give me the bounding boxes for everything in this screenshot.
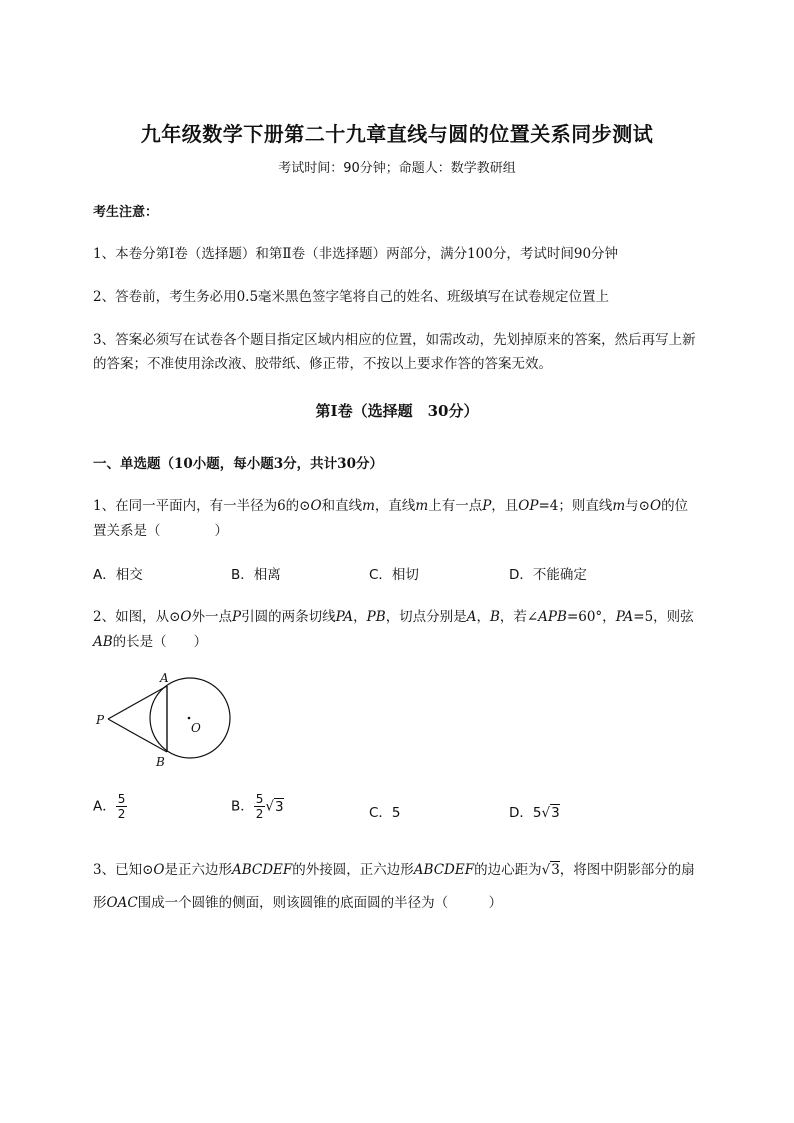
- question-1-line-2: 置关系是（ ）: [93, 523, 228, 539]
- label-b: B: [156, 755, 165, 769]
- question-1-line-1: 1、在同一平面内，有一半径为6的⊙O和直线m，直线m上有一点P，且OP=4；则直线m与⊙O的位: [93, 498, 689, 514]
- fraction: $\frac{5}{2}$: [255, 792, 264, 821]
- notice-item-3-line-2: 的答案；不准使用涂改液、胶带纸、修正带，不按以上要求作答的答案无效。: [93, 356, 552, 372]
- section-title: 第Ⅰ卷（选择题 30分）: [315, 402, 479, 420]
- question-2-option-b: B． $\frac{5}{2}$ √3: [231, 792, 284, 821]
- label-a: A: [160, 671, 169, 685]
- part-title: 一、单选题（10小题，每小题3分，共计30分）: [93, 456, 383, 472]
- notice-item-1: 1、本卷分第Ⅰ卷（选择题）和第Ⅱ卷（非选择题）两部分，满分100分，考试时间90分钟: [93, 246, 619, 262]
- question-2-option-a: A． $\frac{5}{2}$: [93, 792, 126, 821]
- center-point: [188, 717, 191, 720]
- tangent-pb: [108, 719, 167, 752]
- tangent-circle-figure: [92, 668, 237, 773]
- tangent-pa: [108, 686, 167, 719]
- page-title: 九年级数学下册第二十九章直线与圆的位置关系同步测试: [140, 122, 654, 146]
- question-1-option-b: B．相离: [231, 567, 281, 583]
- question-1-option-d: D．不能确定: [509, 567, 587, 583]
- question-2-line-1: 2、如图，从⊙O外一点P引圆的两条切线PA，PB，切点分别是A，B，若∠APB=60°，PA=5，则弦: [93, 609, 694, 625]
- notice-item-2: 2、答卷前，考生务必用0.5毫米黑色签字笔将自己的姓名、班级填写在试卷规定位置上: [93, 289, 610, 305]
- fraction: $\frac{5}{2}$: [117, 792, 126, 821]
- exam-info: 考试时间：90分钟；命题人：数学教研组: [278, 161, 516, 176]
- label-p: P: [96, 713, 105, 727]
- question-1-option-c: C．相切: [369, 567, 419, 583]
- notice-heading: 考生注意：: [93, 205, 159, 220]
- label-o: O: [191, 721, 201, 735]
- question-2-line-2: AB的长是（ ）: [93, 634, 208, 650]
- notice-item-3-line-1: 3、答案必须写在试卷各个题目指定区域内相应的位置，如需改动，先划掉原来的答案，然后再写上新: [93, 332, 696, 348]
- question-2-option-c: C．5: [369, 805, 401, 821]
- question-2-option-d: D．5√3: [509, 805, 560, 821]
- question-3-line-2: 形OAC围成一个圆锥的侧面，则该圆锥的底面圆的半径为（ ）: [93, 895, 503, 911]
- question-3-line-1: 3、已知⊙O是正六边形ABCDEF的外接圆，正六边形ABCDEF的边心距为√3，将图中阴影部分的扇: [93, 862, 695, 878]
- question-1-option-a: A．相交: [93, 567, 143, 583]
